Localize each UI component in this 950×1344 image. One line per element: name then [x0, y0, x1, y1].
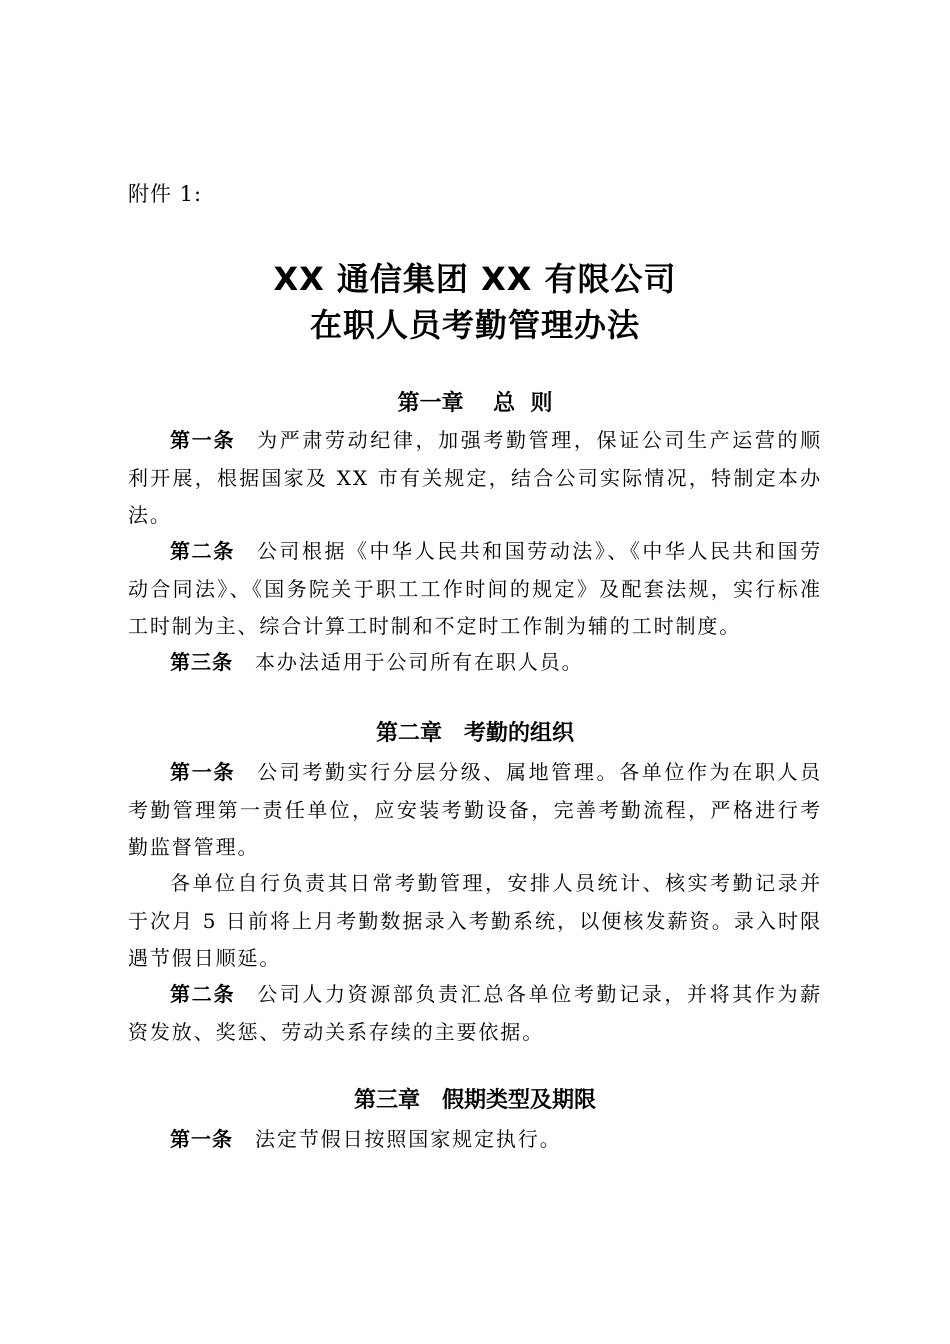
paragraph — [128, 754, 822, 867]
paragraph-text: 公司人力资源部负责汇总各单位考勤记录，并将其作为薪资发放、奖惩、劳动关系存续的主要依据。 — [128, 982, 823, 1044]
title-line-company: XX 通信集团 XX 有限公司 — [273, 260, 677, 298]
paragraph — [128, 1121, 822, 1159]
chapter-heading: 第一章 总 则 — [397, 391, 553, 416]
article-label: 第二条 — [170, 539, 235, 563]
paragraph-text: 公司根据《中华人民共和国劳动法》、《中华人民共和国劳动合同法》、《国务院关于职工工作时间的规定》及配套法规，实行标准工时制为主、综合计算工时制和不定时工作制为辅的工时制度。 — [128, 539, 822, 638]
chapter-heading: 第三章 假期类型及期限 — [353, 1088, 596, 1113]
article-label: 第一条 — [170, 760, 236, 784]
paragraph-text: 各单位自行负责其日常考勤管理，安排人员统计、核实考勤记录并于次月 5 日前将上月考勤数据录入考勤系统，以便核发薪资。录入时限遇节假日顺延。 — [128, 871, 822, 970]
article-label: 第一条 — [170, 1127, 233, 1151]
article-label: 第一条 — [170, 428, 236, 452]
chapter-heading: 第二章 考勤的组织 — [375, 721, 574, 746]
article-label: 第二条 — [170, 982, 236, 1006]
paragraph — [128, 865, 822, 978]
article-label: 第三条 — [170, 650, 233, 674]
paragraph — [128, 644, 822, 682]
document-title — [0, 256, 950, 348]
paragraph-text: 公司考勤实行分层分级、属地管理。各单位作为在职人员考勤管理第一责任单位，应安装考勤设备，完善考勤流程，严格进行考勤监督管理。 — [128, 760, 823, 859]
paragraph-text: 法定节假日按照国家规定执行。 — [255, 1127, 562, 1151]
paragraph — [128, 976, 822, 1051]
paragraph-text: 本办法适用于公司所有在职人员。 — [255, 650, 584, 674]
attachment-label: 附件 1: — [128, 182, 203, 206]
paragraph-text: 为严肃劳动纪律，加强考勤管理，保证公司生产运营的顺利开展，根据国家及 XX 市有关规定，结合公司实际情况，特制定本办法。 — [128, 428, 823, 527]
paragraph — [128, 422, 822, 535]
title-line-subject: 在职人员考勤管理办法 — [309, 306, 640, 344]
paragraph — [128, 533, 822, 646]
